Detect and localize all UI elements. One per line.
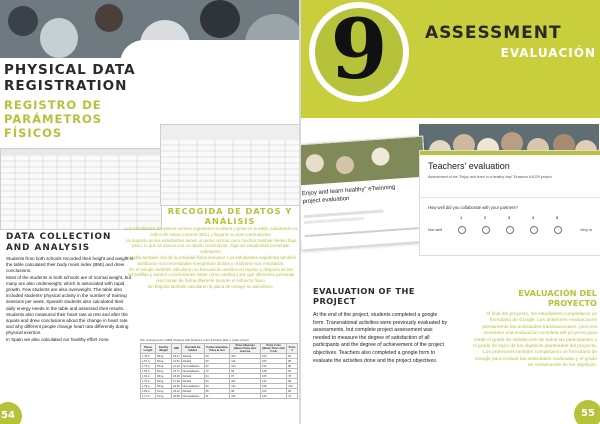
table-cell: 1.78 m xyxy=(141,354,156,359)
scale-label-1: 1 xyxy=(460,215,463,220)
table-cell: 110 xyxy=(230,394,261,399)
table-header-cell: Puska rahapahaa Pulse at rest xyxy=(204,344,230,354)
table-cell: 80 xyxy=(287,364,298,369)
card-photo xyxy=(301,137,425,186)
scale-label-5: 5 xyxy=(556,215,559,220)
page-title-es: REGISTRO DE PARÁMETROS FÍSICOS xyxy=(4,98,103,140)
table-cell: 62 xyxy=(204,364,230,369)
scale-label-3: 3 xyxy=(508,215,511,220)
paragraph-es-3: La tabla también incluía la actividad física semanal. Los estudiantes españoles también analizaron sus necesidades energéticas diarias y realizaron sus resultados. xyxy=(125,254,297,266)
table-cell: 142 xyxy=(261,379,287,384)
form-question: How well did you collaborate with your partners? xyxy=(428,205,518,210)
table-cell: 65 kg xyxy=(156,364,172,369)
bmi-table-container xyxy=(140,343,298,423)
table-cell: 1.67 m xyxy=(141,359,156,364)
table-cell: 21.51 xyxy=(173,359,180,363)
table-row xyxy=(141,394,298,399)
table-cell: 69 xyxy=(204,354,230,359)
table-cell: 29.65 xyxy=(173,384,180,388)
table-cell: Alinkalt xyxy=(181,374,204,379)
form-scale-right: Very w xyxy=(580,227,593,232)
table-header-cell: BMI xyxy=(172,344,182,354)
table-cell: 70 xyxy=(287,394,298,399)
right-page xyxy=(301,0,600,424)
section-body-es xyxy=(124,226,298,290)
section-heading-es: RECOGIDA DE DATOS Y ANÁLISIS xyxy=(167,206,293,226)
table-cell: Alinkalt xyxy=(181,389,204,394)
scale-radio-1[interactable] xyxy=(458,226,466,234)
section-heading-es: EVALUACIÓN DEL PROYECTO xyxy=(518,288,597,308)
table-cell: 18.22 xyxy=(173,389,180,393)
table-cell: 82 xyxy=(287,369,298,374)
card-title-line-1: Enjoy and learn healthy" eTwinning xyxy=(301,184,396,198)
table-cell: Alinkalt xyxy=(181,379,204,384)
table-cell: Alinkalt xyxy=(181,359,204,364)
paragraph-es-1: Los estudiantes de ambos centros registraron su altura y peso en la tabla, calculando su índice de masa corporal (IMC) y llegaron a unas conclusiones. xyxy=(124,226,298,237)
paragraph-en-4: In Spain we also calculated our healthy effort zone. xyxy=(6,336,110,342)
section-heading-en: DATA COLLECTION AND ANALYSIS xyxy=(6,232,112,253)
paragraph-en-1: Students from both schools recorded their height and weight in the table calculated their body mass index (BMI) and drew conclusions. xyxy=(6,256,134,274)
table-cell: 17.99 xyxy=(173,379,180,383)
card-title-line-2: project evaluation xyxy=(302,195,350,206)
page-number-right: 55 xyxy=(574,400,600,424)
scale-radio-4[interactable] xyxy=(530,226,538,234)
table-cell: 142 xyxy=(230,384,261,389)
table-cell: 80 xyxy=(287,389,298,394)
table-cell: 60 kg xyxy=(156,359,172,364)
table-cell: 22.71 xyxy=(173,369,180,373)
table-header-cell: Pulse 2 min jälkeen Pulse after 2 min xyxy=(262,344,286,353)
table-cell: 1.62 m xyxy=(141,374,156,379)
table-cell: 160 xyxy=(261,359,287,364)
paragraph-en-3: Students also measured their heart rate at rest and after the squats and drew conclusions about the change in heart rate and why different people change heart rate differently during physical exertion. xyxy=(6,311,129,336)
data-table-image-1 xyxy=(0,148,162,230)
table-cell: 61 kg xyxy=(156,394,172,399)
table-cell: Alinkalt xyxy=(181,354,204,359)
table-cell: 149 xyxy=(261,394,287,399)
table-cell: 72 xyxy=(204,369,230,374)
table-cell: Normaalipaino xyxy=(181,384,204,389)
page-title-en: PHYSICAL DATA REGISTRATION xyxy=(4,62,136,94)
table-cell: 1.71 m xyxy=(141,394,156,399)
table-cell: 95 kg xyxy=(156,384,172,389)
table-cell: 158 xyxy=(261,384,287,389)
table-cell: 58 kg xyxy=(156,354,172,359)
teachers-form-card xyxy=(419,150,600,256)
scale-radio-5[interactable] xyxy=(554,226,562,234)
table-header-cell: Pituus Length xyxy=(141,344,156,354)
table-cell: 99 xyxy=(230,369,261,374)
table-cell: 48 kg xyxy=(156,374,172,379)
table-cell: 112 xyxy=(230,359,261,364)
paragraph-es-5: En España también calcularon la placa de ensayo su asimétrico. xyxy=(148,283,274,289)
table-cell: 61 kg xyxy=(156,389,172,394)
page-title-en: ASSESSMENT xyxy=(425,23,562,43)
table-cell: 101 xyxy=(230,379,261,384)
table-header-cell: Normaali ala Indeksi xyxy=(181,344,204,354)
table-cell: 18.29 xyxy=(173,374,180,378)
table-cell: 104 xyxy=(230,364,261,369)
table-cell: 100 xyxy=(287,384,298,389)
table-cell: 88 xyxy=(287,379,298,384)
table-cell: 61 xyxy=(204,394,230,399)
scale-radio-2[interactable] xyxy=(482,226,490,234)
table-cell: 1.65 m xyxy=(141,369,156,374)
table-cell: 134 xyxy=(261,364,287,369)
table-header-cell: Pulse 3 xyxy=(288,345,296,352)
table-cell: 18.27 xyxy=(173,354,180,358)
etwinning-card xyxy=(301,136,431,251)
page-number-left: 54 xyxy=(0,402,22,424)
table-cell: 1.75 m xyxy=(141,364,156,369)
form-title: Teachers' evaluation xyxy=(428,161,510,171)
paragraph-en-2: Most of the students in both schools are of normal weight, but many are also underweight, which is associated with rapid growth. Few students are also overweight. The table also included students' physical activity in the number of training sessions per week. Spanish students also calculated their daily energy needs in the table and assessed their results. xyxy=(6,274,132,311)
chapter-number: 9 xyxy=(330,2,388,98)
scale-radio-3[interactable] xyxy=(506,226,514,234)
left-page xyxy=(0,0,299,424)
table-cell: 98 xyxy=(230,389,261,394)
table-grid-graphic xyxy=(161,125,299,205)
table-grid-graphic xyxy=(1,149,161,229)
page-title-es: EVALUACIÓN xyxy=(500,46,596,60)
paragraph-es-4: En el estudio también calcularon su frecuencia cardiaca en reposo y después de las sentadillas y sacaron conclusiones sobre cómo cambia y por qué diferentes personas reaccionan de forma diferente durante el esfuerzo físico. xyxy=(127,266,295,284)
table-cell: 155 xyxy=(261,374,287,379)
table-cell: 60 kg xyxy=(156,369,172,374)
paragraph-es-2: La mayoría de los estudiantes tienen un peso normal, pero muchos también tienen bajo peso, lo que se asocia con un rápido crecimiento. Algunos estudiantes presentan sobrepeso. xyxy=(125,237,297,255)
table-cell: 148 xyxy=(261,369,287,374)
table-header-row xyxy=(141,344,298,354)
section-body-es: Al final del proyecto, los estudiantes completaron un formulario de Google. Las anteriores evaluaciones previamente las actividades transnacionales, pero era necesario una evaluación completa del proyecto para medir el grado de satisfacción de todos los participantes y el grado de logro de los objetivos planteados del proyecto. Los profesores también completaron un formulario de Google para evaluar las actividades realizadas y el grado de consecución de los objetivos. xyxy=(472,312,597,369)
table-cell: 60 xyxy=(204,379,230,384)
section-body-en xyxy=(6,256,134,343)
bmi-table xyxy=(140,343,298,399)
table-cell: 152 xyxy=(261,354,287,359)
form-subtitle: Assessment of the "Enjoy and learn in a healthy way" Erasmus KA229 project xyxy=(428,175,552,179)
table-cell: 52 kg xyxy=(156,379,172,384)
data-table-image-2 xyxy=(160,124,299,206)
table-cell: 1.70 m xyxy=(141,379,156,384)
table-cell: 60 xyxy=(204,359,230,364)
table-cell: 104 xyxy=(230,354,261,359)
table-cell: 80 xyxy=(204,384,230,389)
table-cell: 78 xyxy=(287,374,298,379)
table-header-cell: Pulse liikunnan jälkeen Pulse after exercise xyxy=(230,344,261,354)
table-cell: 58 xyxy=(204,389,230,394)
table-cell: 20.85 xyxy=(173,394,180,398)
table-cell: 64 xyxy=(204,374,230,379)
table-cell: Normaalipaino xyxy=(181,394,204,399)
table-header-cell: Kaninty Weight xyxy=(156,344,172,354)
table-cell: 163 xyxy=(261,389,287,394)
scale-label-4: 4 xyxy=(532,215,535,220)
section-heading-en: EVALUATION OF THE PROJECT xyxy=(313,286,415,306)
table-cell: 92 xyxy=(287,354,298,359)
section-body-en: At the end of the project, students completed a google form. Transnational activities were previously evaluated by assessments, but complete project assessment was needed to measure the degree of satisfaction of all participants and the degree of achievement of the project objectives. Teachers also completed a google form to evaluate the activities done and the project objectives. xyxy=(313,312,448,364)
table-caption: Tab. Arrangements of BMI Students with Students of all 19 Deaths table 1 (main school) xyxy=(140,338,249,342)
form-scale xyxy=(456,215,576,237)
table-cell: 85 xyxy=(287,359,298,364)
scale-label-2: 2 xyxy=(484,215,487,220)
table-cell: 1.79 m xyxy=(141,384,156,389)
table-cell: Normaalipaino xyxy=(181,364,204,369)
table-cell: Normaalipaino xyxy=(181,369,204,374)
table-cell: 21.22 xyxy=(173,364,180,368)
form-scale-left: Not well xyxy=(428,227,443,232)
table-cell: 87 xyxy=(230,374,261,379)
table-cell: 1.83 m xyxy=(141,389,156,394)
